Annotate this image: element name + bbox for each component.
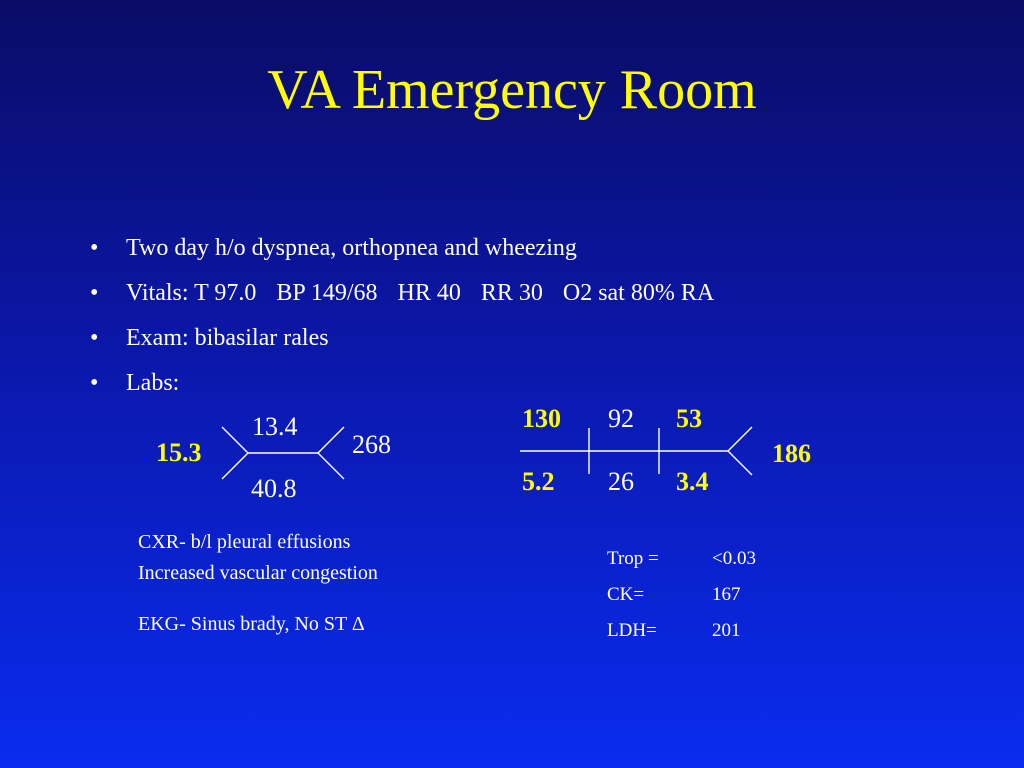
bmp-cl: 92	[608, 404, 634, 433]
vitals-rr: RR 30	[480, 280, 543, 306]
vitals-o2: O2 sat 80% RA	[562, 280, 715, 306]
cbc-line-lower-left	[222, 453, 248, 479]
ck-value: 167	[712, 584, 741, 605]
bullet-icon: •	[90, 370, 99, 396]
bmp-line-lower-right	[728, 451, 752, 475]
bullet-icon: •	[90, 235, 99, 261]
cbc-plt: 268	[352, 430, 391, 459]
trop-value: <0.03	[712, 548, 756, 569]
history-text: Two day h/o dyspnea, orthopnea and wheezing	[126, 235, 577, 261]
vitals-hr: HR 40	[397, 280, 461, 306]
bmp-cr: 3.4	[676, 467, 709, 496]
vitals-bp: BP 149/68	[276, 280, 378, 306]
ldh-value: 201	[712, 620, 741, 641]
cbc-hct: 40.8	[251, 474, 297, 503]
cbc-line-upper-left	[222, 427, 248, 453]
bullet-icon: •	[90, 280, 99, 306]
bmp-na: 130	[522, 404, 561, 433]
cbc-wbc: 15.3	[156, 438, 202, 467]
bmp-k: 5.2	[522, 467, 555, 496]
vitals-temp: Vitals: T 97.0	[126, 280, 257, 306]
bmp-co2: 26	[608, 467, 634, 496]
cxr-line-2: Increased vascular congestion	[138, 562, 378, 584]
cbc-hgb: 13.4	[252, 412, 298, 441]
labs-text: Labs:	[126, 370, 180, 396]
bmp-line-upper-right	[728, 427, 752, 451]
bullet-icon: •	[90, 325, 99, 351]
trop-label: Trop =	[607, 548, 659, 569]
bmp-glucose: 186	[772, 439, 811, 468]
slide-title: VA Emergency Room	[267, 59, 757, 121]
ldh-label: LDH=	[607, 620, 657, 641]
cbc-line-lower-right	[318, 453, 344, 479]
cxr-line-1: CXR- b/l pleural effusions	[138, 531, 351, 553]
ck-label: CK=	[607, 584, 645, 605]
exam-text: Exam: bibasilar rales	[126, 325, 329, 351]
cbc-line-upper-right	[318, 427, 344, 453]
ekg-text: EKG- Sinus brady, No ST Δ	[138, 613, 365, 635]
bmp-bun: 53	[676, 404, 702, 433]
